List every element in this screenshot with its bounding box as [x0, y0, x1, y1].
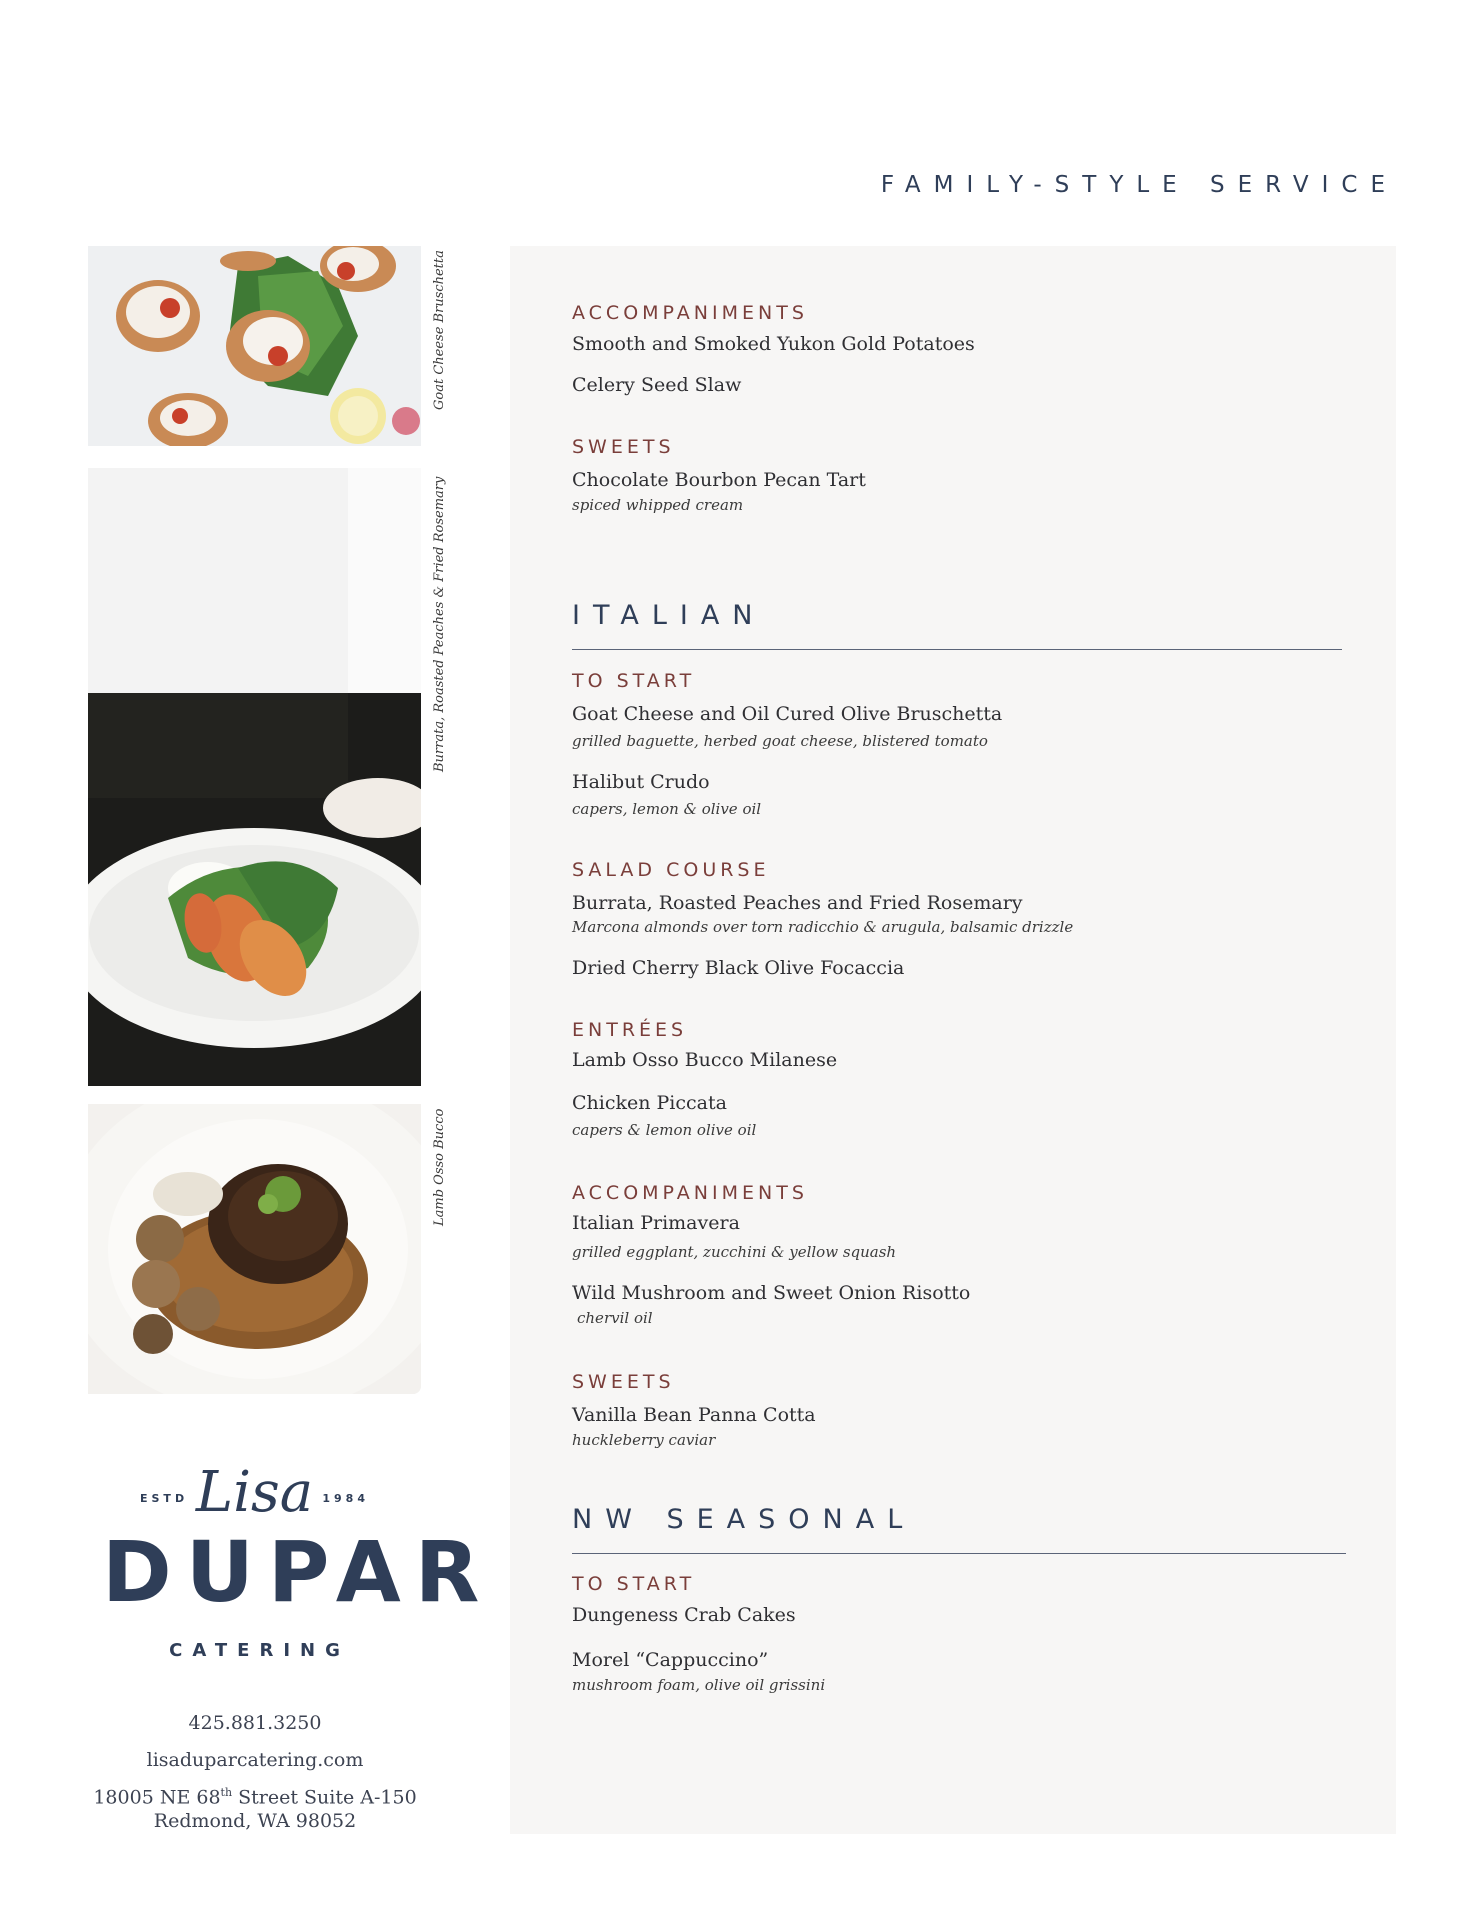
- menu-item: Morel “Cappuccino”: [572, 1649, 769, 1671]
- menu-item-desc: huckleberry caviar: [572, 1431, 716, 1449]
- menu-item: Halibut Crudo: [572, 771, 710, 793]
- menu-item: Vanilla Bean Panna Cotta: [572, 1404, 816, 1426]
- logo-brand-sub: CATERING: [169, 1640, 350, 1661]
- section-label: SALAD COURSE: [572, 859, 770, 881]
- section-label: TO START: [572, 670, 696, 692]
- logo-script: Lisa: [195, 1460, 314, 1525]
- company-logo: [88, 1460, 494, 1661]
- menu-item: Celery Seed Slaw: [572, 374, 742, 396]
- cuisine-heading: NW SEASONAL: [572, 1504, 916, 1535]
- address-line-1: 18005 NE 68th Street Suite A-150: [93, 1785, 417, 1808]
- address-line-2: Redmond, WA 98052: [153, 1809, 357, 1832]
- menu-item-desc: spiced whipped cream: [572, 496, 744, 514]
- menu-item-desc: capers, lemon & olive oil: [572, 800, 762, 818]
- osso-bucco-photo: [88, 1104, 421, 1394]
- logo-brand-name: DUPAR: [102, 1523, 494, 1621]
- menu-item: Lamb Osso Bucco Milanese: [572, 1049, 838, 1071]
- photo-caption: Burrata, Roasted Peaches & Fried Rosemary: [432, 476, 447, 772]
- page-title: FAMILY-STYLE SERVICE: [880, 172, 1398, 198]
- section-divider: [572, 649, 1342, 650]
- section-label: TO START: [572, 1573, 696, 1595]
- menu-item-desc: grilled baguette, herbed goat cheese, blistered tomato: [572, 732, 988, 750]
- menu-item: Chocolate Bourbon Pecan Tart: [572, 469, 866, 491]
- cuisine-heading: ITALIAN: [572, 600, 766, 631]
- menu-item: Burrata, Roasted Peaches and Fried Rosemary: [572, 892, 1023, 914]
- website-link[interactable]: lisaduparcatering.com: [146, 1748, 364, 1771]
- photo-caption: Lamb Osso Bucco: [432, 1108, 447, 1226]
- menu-item-desc: grilled eggplant, zucchini & yellow squash: [572, 1243, 897, 1261]
- burrata-salad-photo: [88, 468, 421, 1086]
- section-divider: [572, 1553, 1346, 1554]
- section-label: ACCOMPANIMENTS: [572, 302, 808, 324]
- bruschetta-photo: [88, 246, 421, 446]
- menu-item: Smooth and Smoked Yukon Gold Potatoes: [572, 333, 975, 355]
- menu-item: Italian Primavera: [572, 1212, 740, 1234]
- section-label: ENTRÉES: [572, 1019, 688, 1041]
- menu-item-desc: mushroom foam, olive oil grissini: [572, 1676, 826, 1694]
- menu-item: Dried Cherry Black Olive Focaccia: [572, 957, 905, 979]
- menu-item: Goat Cheese and Oil Cured Olive Bruschetta: [572, 703, 1003, 725]
- menu-item-desc: Marcona almonds over torn radicchio & arugula, balsamic drizzle: [572, 918, 1074, 936]
- logo-year: 1984: [322, 1492, 369, 1505]
- contact-info: [60, 1712, 450, 1833]
- section-label: ACCOMPANIMENTS: [572, 1182, 808, 1204]
- menu-item-desc: capers & lemon olive oil: [572, 1121, 757, 1139]
- logo-estd: ESTD: [140, 1492, 189, 1505]
- section-label: SWEETS: [572, 1371, 675, 1393]
- menu-item: Wild Mushroom and Sweet Onion Risotto: [572, 1282, 971, 1304]
- section-label: SWEETS: [572, 436, 675, 458]
- photo-caption: Goat Cheese Bruschetta: [432, 250, 447, 410]
- menu-item: Dungeness Crab Cakes: [572, 1604, 796, 1626]
- menu-item: Chicken Piccata: [572, 1092, 727, 1114]
- menu-item-desc: chervil oil: [577, 1309, 653, 1327]
- phone-number: 425.881.3250: [188, 1712, 322, 1734]
